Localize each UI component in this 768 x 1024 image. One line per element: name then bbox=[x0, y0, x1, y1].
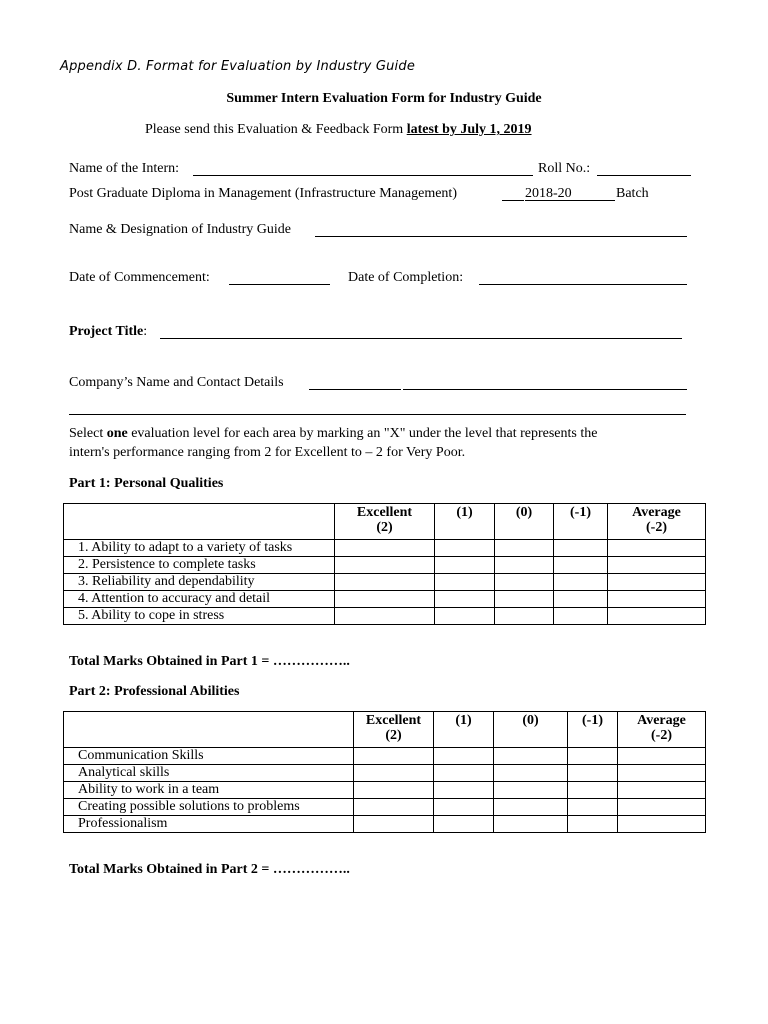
criterion-label: 3. Reliability and dependability bbox=[64, 574, 335, 591]
mark-cell[interactable] bbox=[435, 608, 495, 625]
instructions-prefix: Select bbox=[69, 426, 107, 441]
mark-cell[interactable] bbox=[435, 557, 495, 574]
mark-cell[interactable] bbox=[435, 540, 495, 557]
part1-header-0: (0) bbox=[495, 504, 554, 540]
mark-cell[interactable] bbox=[608, 557, 706, 574]
commencement-field[interactable] bbox=[229, 284, 330, 285]
table-row bbox=[64, 557, 706, 574]
part1-header-average: Average (-2) bbox=[608, 504, 706, 540]
send-instruction bbox=[145, 122, 532, 138]
company-field-part1[interactable] bbox=[309, 389, 401, 390]
mark-cell[interactable] bbox=[618, 782, 706, 799]
mark-cell[interactable] bbox=[354, 748, 434, 765]
mark-cell[interactable] bbox=[495, 574, 554, 591]
mark-cell[interactable] bbox=[354, 799, 434, 816]
criterion-label: Ability to work in a team bbox=[64, 782, 354, 799]
mark-cell[interactable] bbox=[568, 765, 618, 782]
part2-header-0: (0) bbox=[494, 712, 568, 748]
mark-cell[interactable] bbox=[354, 816, 434, 833]
table-row bbox=[64, 782, 706, 799]
mark-cell[interactable] bbox=[494, 748, 568, 765]
part2-header-average: Average (-2) bbox=[618, 712, 706, 748]
mark-cell[interactable] bbox=[618, 816, 706, 833]
send-deadline: latest by July 1, 2019 bbox=[406, 122, 532, 137]
mark-cell[interactable] bbox=[494, 782, 568, 799]
part2-title: Part 2: Professional Abilities bbox=[69, 684, 240, 699]
mark-cell[interactable] bbox=[495, 540, 554, 557]
mark-cell[interactable] bbox=[495, 557, 554, 574]
company-field-part2[interactable] bbox=[403, 389, 687, 390]
mark-cell[interactable] bbox=[495, 608, 554, 625]
mark-cell[interactable] bbox=[495, 591, 554, 608]
mark-cell[interactable] bbox=[494, 816, 568, 833]
table-row bbox=[64, 608, 706, 625]
mark-cell[interactable] bbox=[554, 557, 608, 574]
mark-cell[interactable] bbox=[335, 557, 435, 574]
mark-cell[interactable] bbox=[335, 540, 435, 557]
mark-cell[interactable] bbox=[608, 591, 706, 608]
project-title-colon: : bbox=[143, 324, 148, 339]
send-prefix: Please send this Evaluation & Feedback Form bbox=[145, 122, 407, 137]
intern-name-label: Name of the Intern: bbox=[69, 161, 180, 176]
mark-cell[interactable] bbox=[568, 816, 618, 833]
project-title-text: Project Title bbox=[69, 324, 144, 339]
criterion-label: Communication Skills bbox=[64, 748, 354, 765]
completion-label: Date of Completion: bbox=[348, 270, 464, 285]
criterion-label: 5. Ability to cope in stress bbox=[64, 608, 335, 625]
mark-cell[interactable] bbox=[434, 748, 494, 765]
intern-name-field[interactable] bbox=[193, 175, 533, 176]
part1-title: Part 1: Personal Qualities bbox=[69, 476, 224, 491]
part1-total: Total Marks Obtained in Part 1 = …………….. bbox=[69, 654, 350, 669]
mark-cell[interactable] bbox=[554, 540, 608, 557]
part1-header-excellent: Excellent (2) bbox=[335, 504, 435, 540]
mark-cell[interactable] bbox=[554, 591, 608, 608]
part1-header-minus1: (-1) bbox=[554, 504, 608, 540]
mark-cell[interactable] bbox=[568, 782, 618, 799]
mark-cell[interactable] bbox=[434, 782, 494, 799]
batch-value: 2018-20 bbox=[525, 186, 572, 201]
roll-no-label: Roll No.: bbox=[538, 161, 591, 176]
criterion-label: Analytical skills bbox=[64, 765, 354, 782]
table-row bbox=[64, 748, 706, 765]
instructions-line1 bbox=[69, 426, 597, 442]
table-row bbox=[64, 574, 706, 591]
part1-header-1: (1) bbox=[435, 504, 495, 540]
part1-header-row bbox=[64, 504, 706, 540]
mark-cell[interactable] bbox=[554, 608, 608, 625]
criterion-label: 1. Ability to adapt to a variety of tasks bbox=[64, 540, 335, 557]
mark-cell[interactable] bbox=[608, 540, 706, 557]
company-label: Company’s Name and Contact Details bbox=[69, 375, 284, 390]
completion-field[interactable] bbox=[479, 284, 687, 285]
table-row bbox=[64, 799, 706, 816]
mark-cell[interactable] bbox=[335, 591, 435, 608]
table-row bbox=[64, 765, 706, 782]
batch-field[interactable] bbox=[525, 200, 615, 201]
part2-header-row bbox=[64, 712, 706, 748]
mark-cell[interactable] bbox=[618, 748, 706, 765]
mark-cell[interactable] bbox=[608, 608, 706, 625]
appendix-heading: Appendix D. Format for Evaluation by Industry Guide bbox=[60, 59, 416, 74]
mark-cell[interactable] bbox=[568, 799, 618, 816]
batch-prefix-line bbox=[502, 200, 524, 201]
form-title: Summer Intern Evaluation Form for Industry Guide bbox=[226, 91, 542, 106]
part2-table bbox=[63, 711, 706, 833]
mark-cell[interactable] bbox=[494, 799, 568, 816]
batch-label: Batch bbox=[616, 186, 649, 201]
industry-guide-label: Name & Designation of Industry Guide bbox=[69, 222, 292, 237]
criterion-label: Creating possible solutions to problems bbox=[64, 799, 354, 816]
part1-table bbox=[63, 503, 706, 625]
mark-cell[interactable] bbox=[354, 782, 434, 799]
table-row bbox=[64, 591, 706, 608]
mark-cell[interactable] bbox=[494, 765, 568, 782]
criterion-label: Professionalism bbox=[64, 816, 354, 833]
part2-header-excellent: Excellent (2) bbox=[354, 712, 434, 748]
project-title-field[interactable] bbox=[160, 338, 682, 339]
criterion-label: 2. Persistence to complete tasks bbox=[64, 557, 335, 574]
company-field-line2[interactable] bbox=[69, 414, 686, 415]
program-label: Post Graduate Diploma in Management (Infrastructure Management) bbox=[69, 186, 457, 201]
industry-guide-field[interactable] bbox=[315, 236, 687, 237]
mark-cell[interactable] bbox=[435, 574, 495, 591]
part1-header-blank bbox=[64, 504, 335, 540]
instructions-line1-rest: evaluation level for each area by marking an "X" under the level that represents the bbox=[127, 426, 598, 441]
commencement-label: Date of Commencement: bbox=[69, 270, 210, 285]
part2-header-1: (1) bbox=[434, 712, 494, 748]
instructions-line2: intern's performance ranging from 2 for Excellent to – 2 for Very Poor. bbox=[69, 445, 466, 460]
table-row bbox=[64, 540, 706, 557]
mark-cell[interactable] bbox=[335, 574, 435, 591]
project-title-label bbox=[69, 324, 147, 340]
mark-cell[interactable] bbox=[568, 748, 618, 765]
mark-cell[interactable] bbox=[618, 765, 706, 782]
mark-cell[interactable] bbox=[434, 765, 494, 782]
mark-cell[interactable] bbox=[335, 608, 435, 625]
roll-no-field[interactable] bbox=[597, 175, 691, 176]
table-row bbox=[64, 816, 706, 833]
mark-cell[interactable] bbox=[434, 816, 494, 833]
part2-total: Total Marks Obtained in Part 2 = …………….. bbox=[69, 862, 350, 877]
mark-cell[interactable] bbox=[434, 799, 494, 816]
mark-cell[interactable] bbox=[435, 591, 495, 608]
mark-cell[interactable] bbox=[618, 799, 706, 816]
part2-header-blank bbox=[64, 712, 354, 748]
part2-header-minus1: (-1) bbox=[568, 712, 618, 748]
criterion-label: 4. Attention to accuracy and detail bbox=[64, 591, 335, 608]
mark-cell[interactable] bbox=[608, 574, 706, 591]
instructions-bold-word: one bbox=[106, 426, 128, 441]
mark-cell[interactable] bbox=[354, 765, 434, 782]
mark-cell[interactable] bbox=[554, 574, 608, 591]
